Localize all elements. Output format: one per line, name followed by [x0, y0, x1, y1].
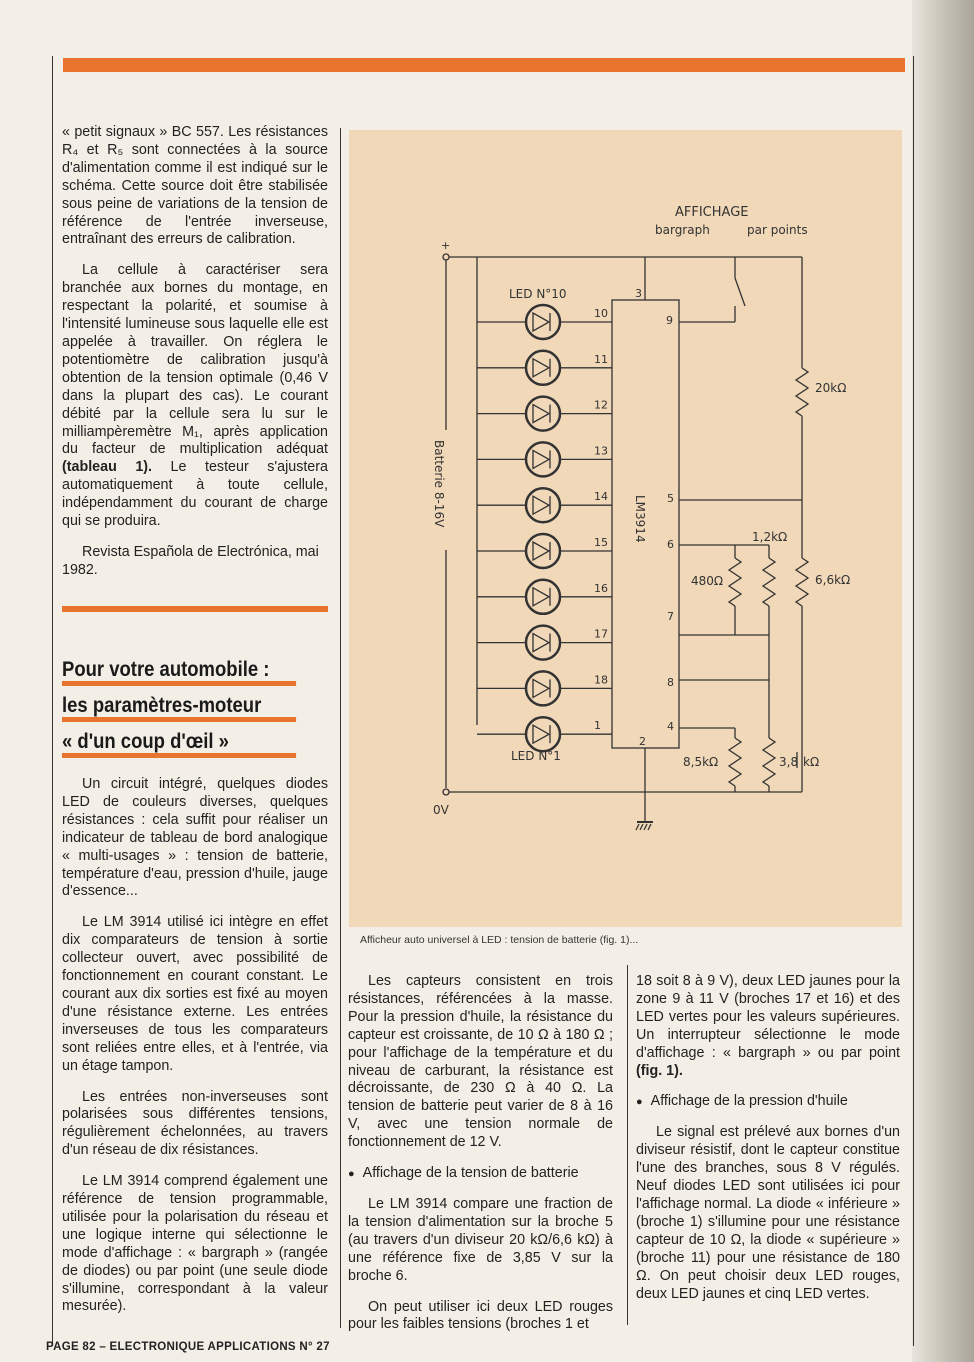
page-footer: PAGE 82 – ELECTRONIQUE APPLICATIONS N° 27: [46, 1341, 330, 1353]
led-diode: [477, 671, 612, 705]
paragraph: Le signal est prélevé aux bornes d'un diviseur résistif, dont le capteur constitue l'une des branches, sous 8 V régulés. Neuf diodes LED sont utilisées ici pour l'affichage normal. La diode « inférieure » (broche 1) s'illumine pour une résistance capteur de 10 Ω, la diode « supérieure » (broche 11) pour une résistance de 180 Ω. On peut choisir deux LED rouges, deux LED jaunes et cinq LED vertes.: [636, 1124, 900, 1302]
led-diode: [477, 442, 612, 476]
paragraph: Le LM 3914 compare une fraction de la tension d'alimentation sur la broche 5 (au travers d'un diviseur 20 kΩ/6,6 kΩ) à une référence fixe de 3,85 V sur la broche 6.: [348, 1195, 613, 1284]
bold-ref: (fig. 1).: [636, 1062, 683, 1079]
led-pin-label: 18: [594, 673, 608, 687]
resistor-1-2k-label: 1,2kΩ: [752, 530, 788, 544]
figure-caption: Afficheur auto universel à LED : tension de batterie (fig. 1)...: [360, 934, 639, 946]
paragraph: « petit signaux » BC 557. Les résistances R₄ et R₅ sont connectées à la source d'alimentation comme il est indiqué sur le schéma. Cette source doit être stabilisée sous peine de variations de la tension de référence de l'entrée inverseuse, entraînant des erreurs de calibration.: [62, 124, 328, 248]
led-diode: [477, 305, 612, 339]
text: 18 soit 8 à 9 V), deux LED jaunes pour la zone 9 à 11 V (broches 17 et 16) et des LED vertes pour les valeurs supérieures. Un interrupteur sélectionne le mode d'affichage : « bargraph » ou par point: [636, 973, 900, 1061]
led-diode: [477, 397, 612, 431]
plus-label: +: [441, 239, 451, 252]
column-1-upper: [62, 124, 328, 593]
chip-label: LM3914: [633, 495, 647, 543]
led-pin-label: 11: [594, 352, 608, 366]
led-10-label: LED N°10: [509, 287, 567, 301]
column-3: [636, 973, 900, 1316]
zero-label: 0V: [433, 803, 449, 817]
title-line: les paramètres-moteur: [62, 690, 296, 722]
pin-9-label: 9: [666, 314, 673, 327]
circuit-schematic: [349, 130, 902, 927]
source-citation: Revista Española de Electrónica, mai 1982.: [62, 543, 319, 578]
pin-3-label: 3: [635, 287, 642, 300]
led-pin-label: 12: [594, 398, 608, 412]
article-title: [62, 654, 328, 762]
mode-dot-label: par points: [747, 223, 808, 237]
resistor-6-6k-label: 6,6kΩ: [815, 573, 851, 587]
bold-ref: (tableau 1).: [62, 459, 153, 476]
resistor-3-8k-unit: kΩ: [803, 755, 820, 769]
led-diode: [477, 488, 612, 522]
column-1-lower: [62, 776, 328, 1329]
bullet-heading: ● Affichage de la pression d'huile: [636, 1093, 900, 1112]
resistor-480-label: 480Ω: [691, 574, 724, 588]
paragraph: [636, 973, 900, 1080]
column-2: [348, 973, 613, 1347]
page-spine-shadow: [912, 0, 974, 1362]
left-margin-rule: [52, 56, 53, 1346]
led-pin-label: 15: [594, 536, 608, 549]
section-separator: [62, 606, 328, 612]
paragraph: [62, 262, 328, 531]
paragraph: Un circuit intégré, quelques diodes LED de couleurs diverses, quelques résistances : cela suffit pour réaliser un indicateur de tableau de bord analogique « multi-usages » : tension de batterie, température d'eau, pression d'huile, jauge d'essence...: [62, 776, 328, 900]
header-accent-bar: [63, 58, 905, 72]
led-diode: [477, 626, 612, 660]
led-diode: [477, 534, 612, 568]
led-pin-label: 13: [594, 444, 608, 458]
title-line: Pour votre automobile :: [62, 654, 296, 686]
title-line: « d'un coup d'œil »: [62, 726, 296, 758]
right-margin-rule: [913, 56, 914, 1346]
display-title: AFFICHAGE: [675, 205, 749, 220]
paragraph: On peut utiliser ici deux LED rouges pour les faibles tensions (broches 1 et: [348, 1298, 613, 1333]
pin-2-label: 2: [639, 735, 646, 748]
pin-6-label: 6: [667, 538, 674, 551]
circuit-figure: [349, 130, 902, 927]
led-diode: [477, 351, 612, 385]
paragraph: Les capteurs consistent en trois résistances, référencées à la masse. Pour la pression d'huile, la résistance du capteur est croissante, de 10 Ω à 180 Ω ; pour l'affichage de la température et du niveau de carburant, la résistance est décroissante, de 230 Ω à 40 Ω. La tension de batterie peut varier de 8 à 16 V, avec une tension normale de fonctionnement de 12 V.: [348, 973, 613, 1151]
text: La cellule à caractériser sera branchée aux bornes du montage, en respectant la polarité, et soumise à l'intensité lumineuse sous laquelle elle est appelée à travailler. On réglera le potentiomètre de calibration jusqu'à obtention de la tension optimale (0,46 V dans la plupart des cas). Le courant débité par la cellule sera lu sur le milliampèremètre M₁, après application du facteur de multiplication adéquat: [62, 262, 328, 458]
pin-8-label: 8: [667, 676, 674, 689]
led-pin-label: 10: [594, 307, 608, 320]
paragraph: Les entrées non-inverseuses sont polarisées sous différentes tensions, régulièrement échelonnées, au travers d'un réseau de dix résistances.: [62, 1088, 328, 1159]
paragraph: Le LM 3914 comprend également une référence de tension programmable, utilisée pour la polarisation du réseau et une logique interne qui sélectionne le mode d'affichage : « bargraph » (rangée de diodes) ou par point (une seule diode s'illumine, correspondant à la valeur mesurée).: [62, 1173, 328, 1315]
pin-5-label: 5: [667, 492, 674, 505]
pin-4-label: 4: [667, 720, 674, 733]
mode-bargraph-label: bargraph: [655, 223, 710, 237]
text: Le testeur s'ajustera automatiquement à toute cellule, indépendamment du courant de charge qui se produira.: [62, 459, 328, 530]
battery-label: Batterie 8-16V: [432, 440, 446, 528]
paragraph: Le LM 3914 utilisé ici intègre en effet dix comparateurs de tension à sortie collecteur ouvert, avec possibilité de fonctionnement en courant constant. Le courant aux dix sorties est fixé au moyen d'une résistance externe. Les entrées inverseuses de tous les comparateurs sont reliées entre elles, et à l'entrée, via un étage tampon.: [62, 914, 328, 1074]
led-pin-label: 1: [594, 719, 601, 733]
led-1-label: LED N°1: [511, 749, 561, 763]
led-pin-label: 14: [594, 490, 608, 504]
pin-7-label: 7: [667, 610, 674, 623]
led-diode: [477, 580, 612, 614]
resistor-8-5k-label: 8,5kΩ: [683, 755, 719, 769]
plus-terminal: [443, 254, 449, 260]
led-pin-label: 17: [594, 627, 608, 641]
resistor-3-8k-label: 3,8: [779, 755, 799, 769]
zero-terminal: [443, 789, 449, 795]
column-rule-2: [627, 965, 628, 1325]
column-rule-1: [340, 128, 341, 1328]
bullet-heading: ● Affichage de la tension de batterie: [348, 1165, 613, 1184]
led-diode: [477, 717, 612, 751]
led-pin-label: 16: [594, 581, 608, 595]
resistor-20k-label: 20kΩ: [815, 381, 847, 395]
